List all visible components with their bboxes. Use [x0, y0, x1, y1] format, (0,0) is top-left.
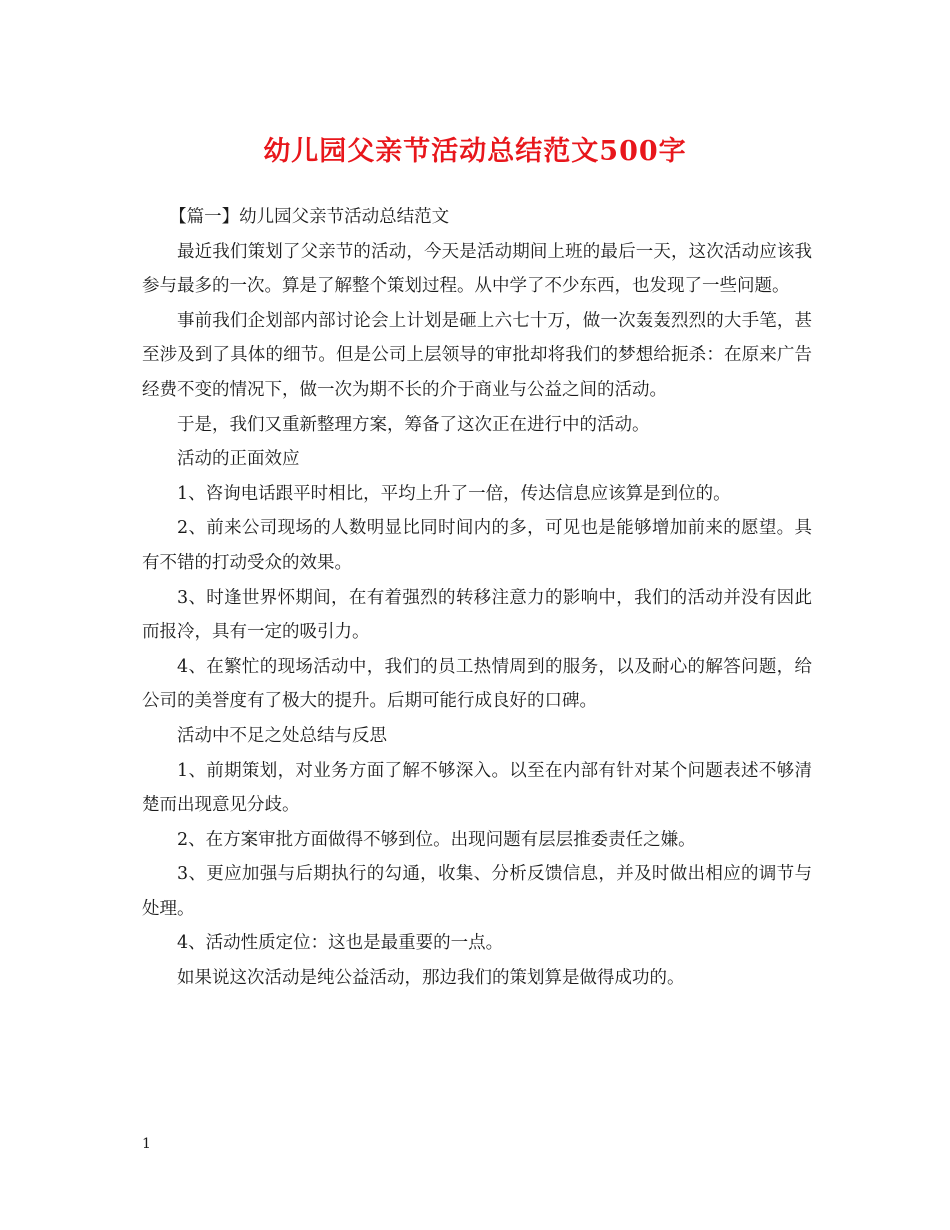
paragraph: 最近我们策划了父亲节的活动，今天是活动期间上班的最后一天，这次活动应该我参与最多的一次。算是了解整个策划过程。从中学了不少东西，也发现了一些问题。 [142, 241, 812, 297]
subheading: 活动中不足之处总结与反思 [177, 725, 387, 746]
list-item: 2、前来公司现场的人数明显比同时间内的多，可见也是能够增加前来的愿望。具有不错的打动受众的效果。 [142, 518, 812, 573]
list-item: 4、活动性质定位：这也是最重要的一点。 [177, 933, 504, 954]
document-body [142, 200, 812, 996]
page-number: 1 [142, 1136, 151, 1152]
document-title: 幼儿园父亲节活动总结范文500字 [263, 136, 687, 167]
paragraph: 事前我们企划部内部讨论会上计划是砸上六七十万，做一次轰轰烈烈的大手笔，甚至涉及到了具体的细节。但是公司上层领导的审批却将我们的梦想给扼杀：在原来广告经费不变的情况下，做一次为期不长的介于商业与公益之间的活动。 [142, 310, 812, 400]
list-item: 4、在繁忙的现场活动中，我们的员工热情周到的服务，以及耐心的解答问题，给公司的美誉度有了极大的提升。后期可能行成良好的口碑。 [142, 656, 812, 712]
list-item: 1、前期策划，对业务方面了解不够深入。以至在内部有针对某个问题表述不够清楚而出现意见分歧。 [142, 760, 812, 816]
section-heading: 【篇一】幼儿园父亲节活动总结范文 [169, 207, 450, 227]
list-item: 1、咨询电话跟平时相比，平均上升了一倍，传达信息应该算是到位的。 [177, 483, 731, 504]
paragraph: 于是，我们又重新整理方案，筹备了这次正在进行中的活动。 [177, 414, 650, 435]
list-item: 2、在方案审批方面做得不够到位。出现问题有层层推委责任之嫌。 [177, 829, 696, 850]
subheading: 活动的正面效应 [177, 449, 300, 470]
list-item: 3、时逢世界怀期间，在有着强烈的转移注意力的影响中，我们的活动并没有因此而报冷，具有一定的吸引力。 [142, 587, 812, 643]
list-item: 3、更应加强与后期执行的勾通，收集、分析反馈信息，并及时做出相应的调节与处理。 [142, 864, 812, 919]
paragraph: 如果说这次活动是纯公益活动，那边我们的策划算是做得成功的。 [177, 968, 685, 989]
